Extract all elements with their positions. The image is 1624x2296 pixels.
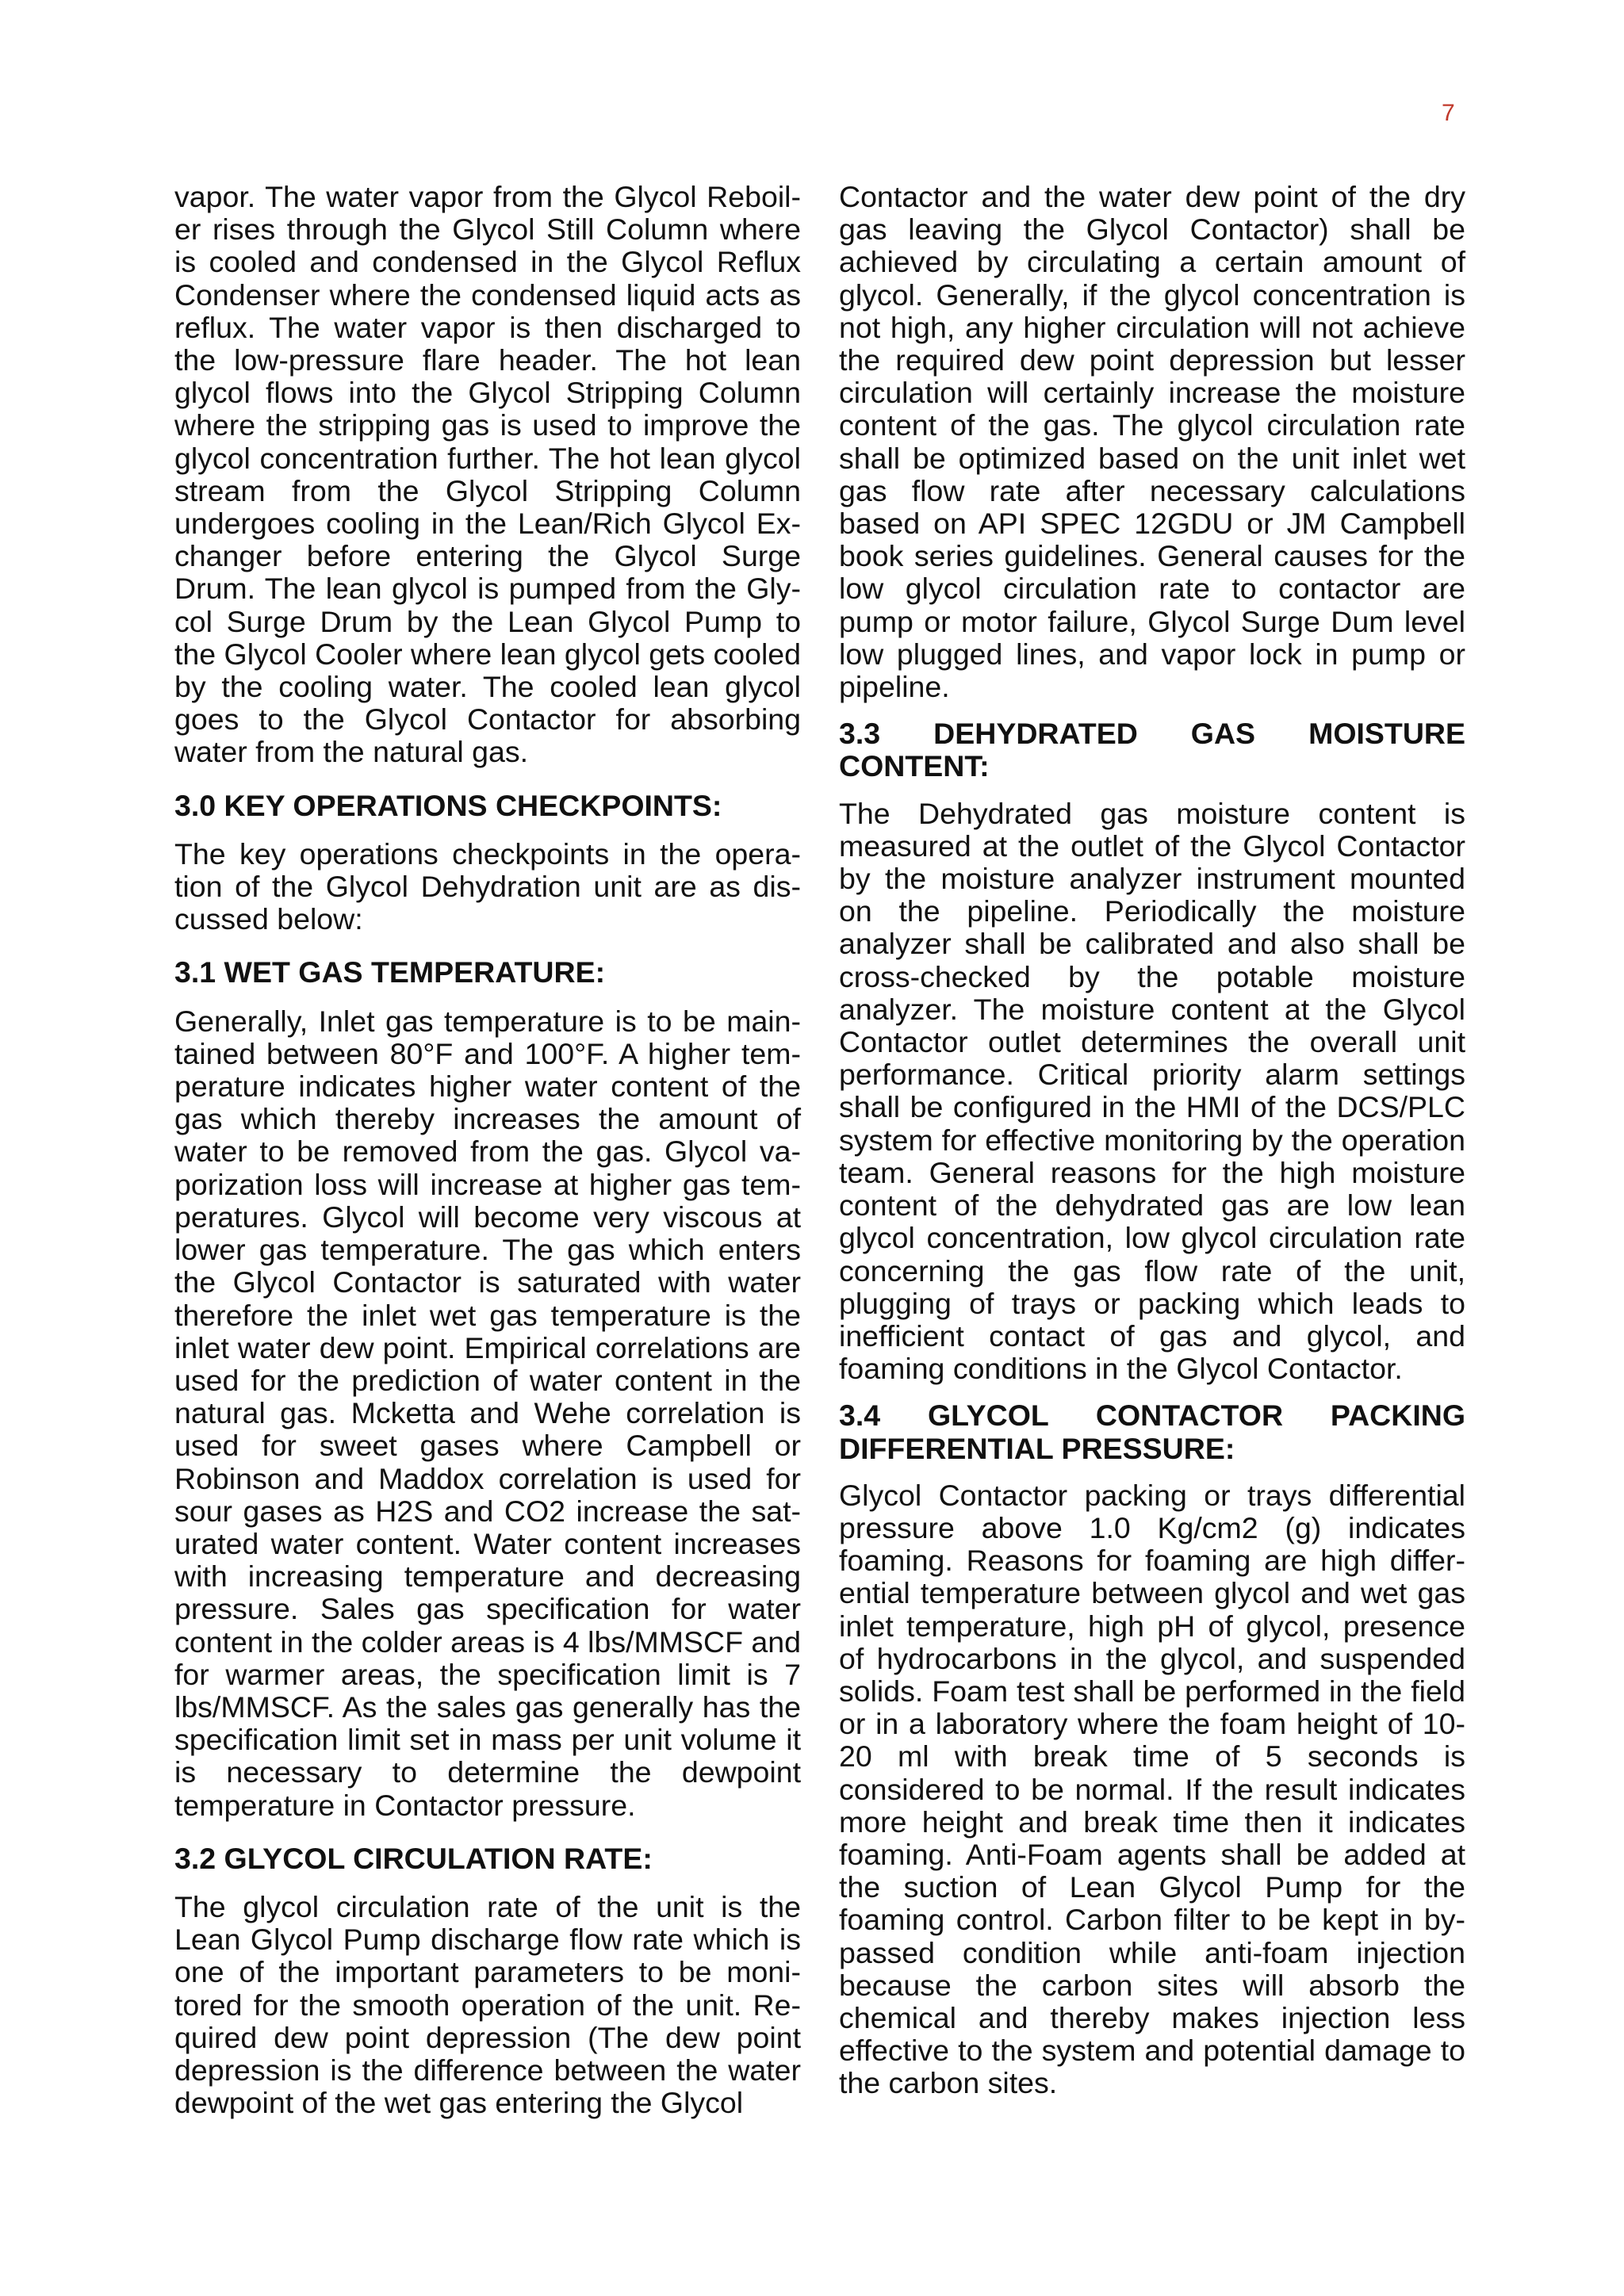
paragraph-key-operations-intro: The key operations checkpoints in the operation of the Glycol Dehydration unit are as discussed below: bbox=[174, 836, 801, 936]
page-number: 7 bbox=[1442, 100, 1455, 126]
paragraph-glycol-circulation-rate-continued: Contactor and the water dew point of the dry gas leaving the Glycol Contactor) shall be achieved by circulating a certain amount of glycol. Generally, if the glycol concentration is not high, any higher circulation will not achieve the required dew point depression but lesser circulation will certainly increase the moisture content of the gas. The glycol circulation rate shall be optimized based on the unit inlet wet gas flow rate after necessary calculations based on API SPEC 12GDU or JM Campbell book series guidelines. General causes for the low glycol circulation rate to contactor are pump or motor failure, Glycol Surge Dum level low plugged lines, and vapor lock in pump or pipeline. bbox=[839, 180, 1465, 704]
heading-dehydrated-gas-moisture-content: 3.3 DEHYDRATED GAS MOISTURE CONTENT: bbox=[839, 717, 1465, 783]
paragraph-contactor-packing-differential-pressure: Glycol Contactor packing or trays differential pressure above 1.0 Kg/cm2 (g) indicates foaming. Reasons for foaming are high differential temperature between glycol and wet gas inlet temperature, high pH of glycol, presence of hydrocarbons in the glycol, and suspended solids. Foam test shall be performed in the field or in a laboratory where the foam height of 10-20 ml with break time of 5 seconds is considered to be normal. If the result indicates more height and break time then it indicates foaming. Anti-Foam agents shall be added at the suction of Lean Glycol Pump for the foaming control. Carbon filter to be kept in by-passed condition while anti-foam injection because the carbon sites will absorb the chemical and thereby makes injection less effective to the system and potential damage to the carbon sites. bbox=[839, 1478, 1465, 2100]
paragraph-glycol-circulation-rate: The glycol circulation rate of the unit is the Lean Glycol Pump discharge flow rate which is one of the important parameters to be monitored for the smooth operation of the unit. Required dew point depression (The dew point depression is the difference between the water dewpoint of the wet gas entering the Glycol bbox=[174, 1889, 801, 2120]
heading-wet-gas-temperature: 3.1 WET GAS TEMPERATURE: bbox=[174, 955, 606, 989]
heading-key-operations-checkpoints: 3.0 KEY OPERATIONS CHECKPOINTS: bbox=[174, 788, 722, 822]
paragraph-dehydrated-gas-moisture-content: The Dehydrated gas moisture content is measured at the outlet of the Glycol Contactor by the moisture analyzer instrument mounted on the pipeline. Periodically the moisture analyzer shall be calibrated and also shall be cross-checked by the potable moisture analyzer. The moisture content at the Glycol Contactor outlet determines the overall unit performance. Critical priority alarm settings shall be configured in the HMI of the DCS/PLC system for effective monitoring by the operation team. General reasons for the high moisture content of the dehydrated gas are low lean glycol concentration, low glycol circulation rate concerning the gas flow rate of the unit, plugging of trays or packing which leads to inefficient contact of gas and glycol, and foaming conditions in the Glycol Contactor. bbox=[839, 796, 1465, 1386]
left-column bbox=[174, 181, 801, 2133]
heading-glycol-circulation-rate: 3.2 GLYCOL CIRCULATION RATE: bbox=[174, 1841, 653, 1875]
paragraph-glycol-regeneration: vapor. The water vapor from the Glycol Reboiler rises through the Glycol Still Column where is cooled and condensed in the Glycol Reflux Condenser where the condensed liquid acts as reflux. The water vapor is then discharged to the low-pressure flare header. The hot lean glycol flows into the Glycol Stripping Column where the stripping gas is used to improve the glycol concentration further. The hot lean glycol stream from the Glycol Stripping Column undergoes cooling in the Lean/Rich Glycol Exchanger before entering the Glycol Surge Drum. The lean glycol is pumped from the Glycol Surge Drum by the Lean Glycol Pump to the Glycol Cooler where lean glycol gets cooled by the cooling water. The cooled lean glycol goes to the Glycol Contactor for absorbing water from the natural gas. bbox=[174, 180, 802, 769]
heading-contactor-packing-differential-pressure: 3.4 GLYCOL CONTACTOR PACKING DIFFERENTIAL PRESSURE: bbox=[839, 1399, 1465, 1465]
right-column bbox=[839, 181, 1465, 2114]
paragraph-wet-gas-temperature: Generally, Inlet gas temperature is to be maintained between 80°F and 100°F. A higher temperature indicates higher water content of the gas which thereby increases the amount of water to be removed from the gas. Glycol vaporization loss will increase at higher gas temperatures. Glycol will become very viscous at lower gas temperature. The gas which enters the Glycol Contactor is saturated with water therefore the inlet wet gas temperature is the inlet water dew point. Empirical correlations are used for the prediction of water content in the natural gas. Mcketta and Wehe correlation is used for sweet gases where Campbell or Robinson and Maddox correlation is used for sour gases as H2S and CO2 increase the saturated water content. Water content increases with increasing temperature and decreasing pressure. Sales gas specification for water content in the colder areas is 4 lbs/MMSCF and for warmer areas, the specification limit is 7 lbs/MMSCF. As the sales gas generally has the specification limit set in mass per unit volume it is necessary to determine the dewpoint temperature in Contactor pressure. bbox=[174, 1004, 801, 1822]
